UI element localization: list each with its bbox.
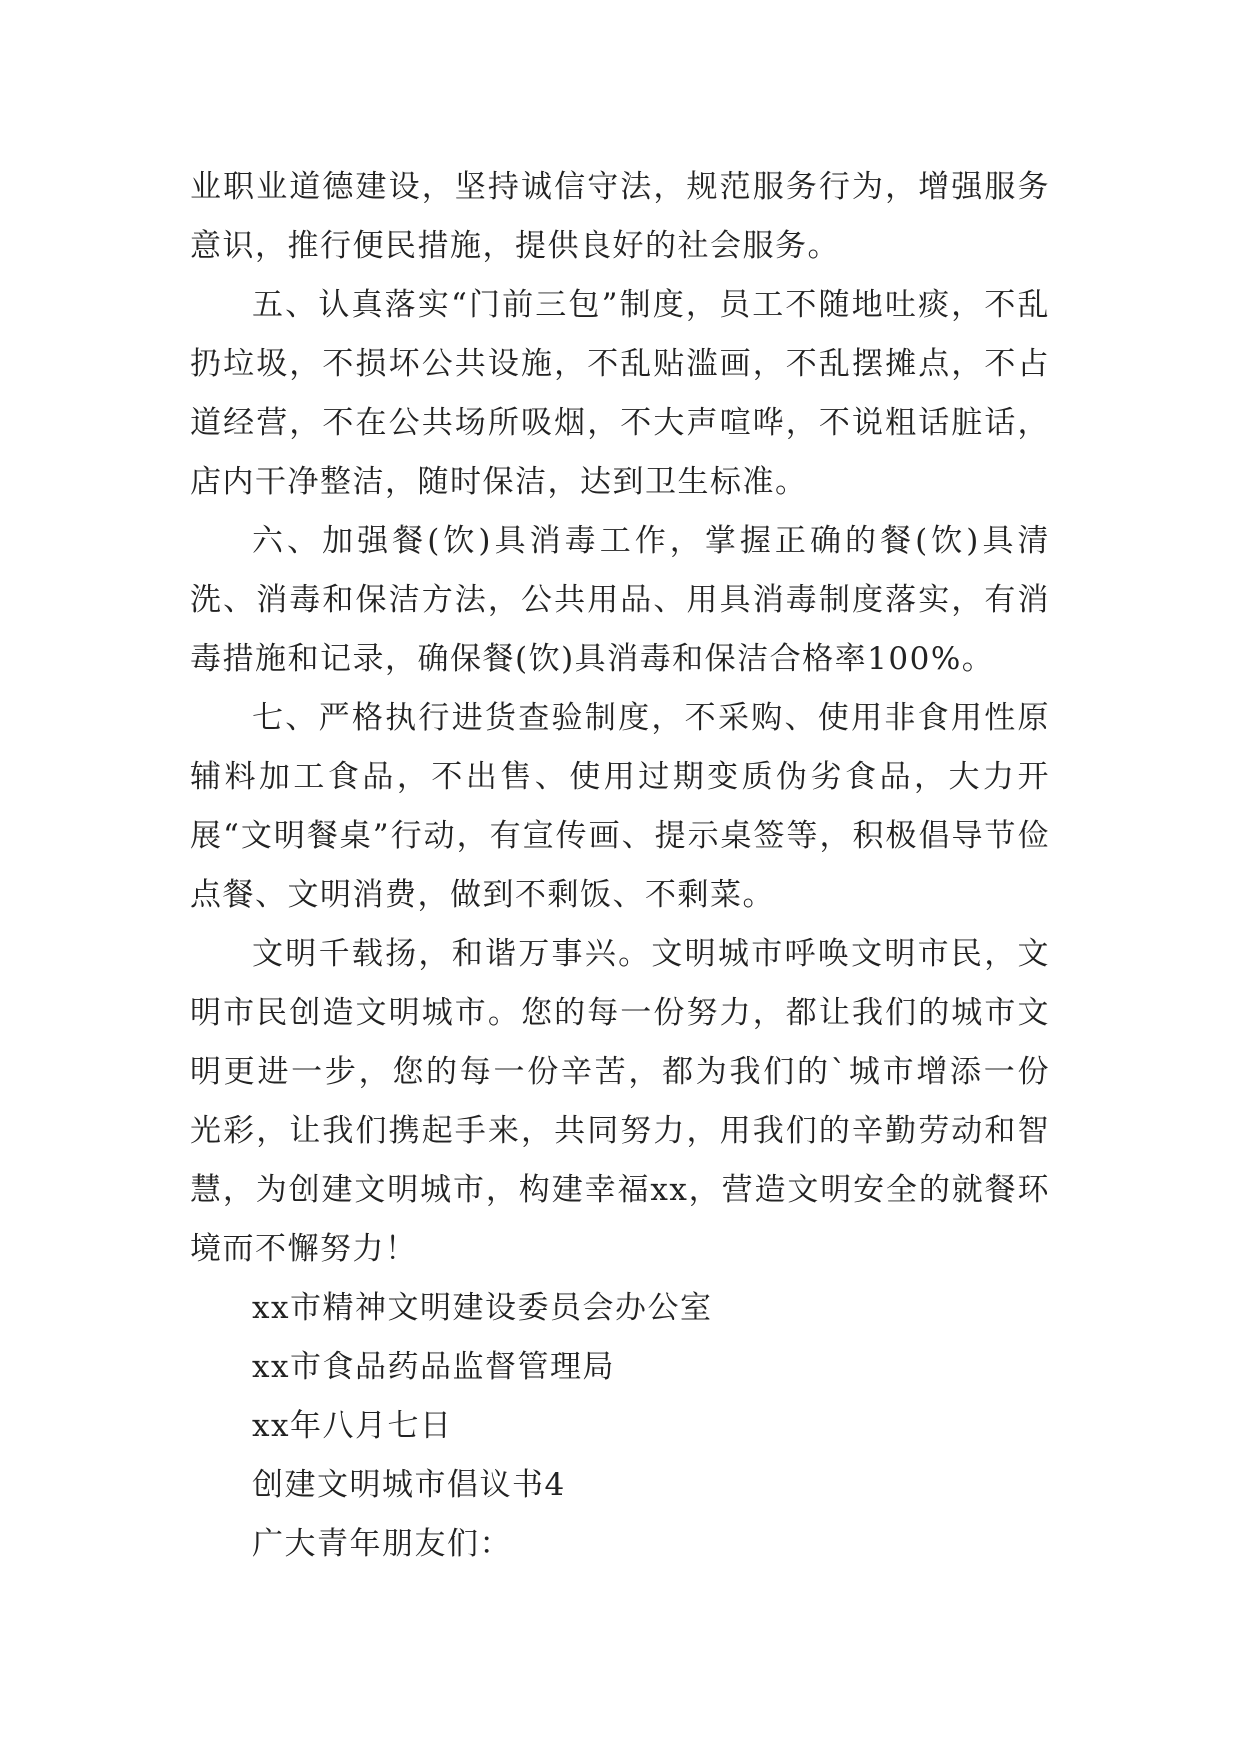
document-body — [190, 158, 1050, 1574]
paragraph-service-continued: 业职业道德建设，坚持诚信守法，规范服务行为，增强服务意识，推行便民措施，提供良好的社会服务。 — [190, 169, 1050, 264]
signature-date: xx年八月七日 — [252, 1408, 453, 1444]
paragraph-item-seven: 七、严格执行进货查验制度，不采购、使用非食用性原辅料加工食品，不出售、使用过期变质伪劣食品，大力开展“文明餐桌”行动，有宣传画、提示桌签等，积极倡导节俭点餐、文明消费，做到不剩饭、不剩菜。 — [190, 700, 1050, 913]
section-title: 创建文明城市倡议书4 — [252, 1467, 566, 1503]
signature-org-food-drug-bureau: xx市食品药品监督管理局 — [252, 1349, 615, 1385]
paragraph-item-five: 五、认真落实“门前三包”制度，员工不随地吐痰，不乱扔垃圾，不损坏公共设施，不乱贴滥画，不乱摆摊点，不占道经营，不在公共场所吸烟，不大声喧哗，不说粗话脏话，店内干净整洁，随时保洁，达到卫生标准。 — [190, 287, 1050, 500]
signature-org-civilization-office: xx市精神文明建设委员会办公室 — [252, 1290, 713, 1326]
paragraph-closing: 文明千载扬，和谐万事兴。文明城市呼唤文明市民，文明市民创造文明城市。您的每一份努力，都让我们的城市文明更进一步，您的每一份辛苦，都为我们的`城市增添一份光彩，让我们携起手来，共同努力，用我们的辛勤劳动和智慧，为创建文明城市，构建幸福xx，营造文明安全的就餐环境而不懈努力！ — [190, 936, 1050, 1267]
paragraph-item-six: 六、加强餐(饮)具消毒工作，掌握正确的餐(饮)具清洗、消毒和保洁方法，公共用品、用具消毒制度落实，有消毒措施和记录，确保餐(饮)具消毒和保洁合格率100%。 — [190, 523, 1050, 677]
salutation: 广大青年朋友们： — [252, 1526, 512, 1562]
